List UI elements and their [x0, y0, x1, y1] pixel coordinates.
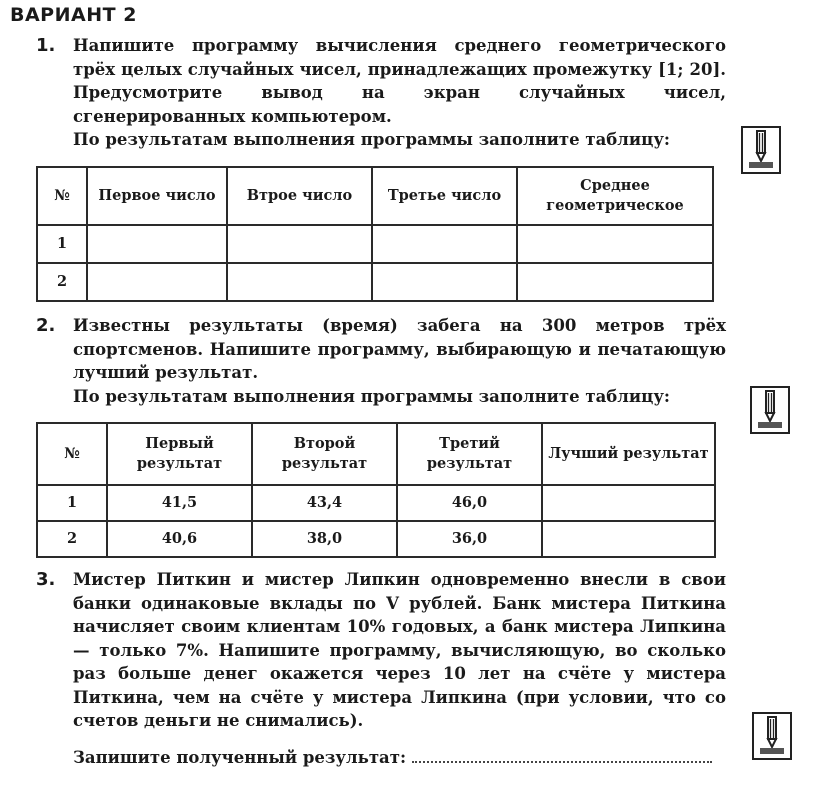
table-header-cell: Первое число — [87, 167, 227, 225]
table-cell[interactable] — [227, 263, 372, 301]
table-cell[interactable] — [542, 485, 715, 521]
table-header-cell: № — [37, 167, 87, 225]
table-cell[interactable] — [542, 521, 715, 557]
table-header-cell: Второй результат — [252, 423, 397, 485]
table-header-cell: Втрое число — [227, 167, 372, 225]
table-header-cell: Третье число — [372, 167, 517, 225]
table-header-cell: Третий результат — [397, 423, 542, 485]
table-cell: 41,5 — [107, 485, 252, 521]
task-text: Известны результаты (время) забега на 300 метров трёх спортсменов. Напишите программу, выбирающую и печатающую лучший результат. — [73, 316, 726, 382]
table-header-row — [37, 423, 715, 485]
table-cell[interactable] — [517, 263, 713, 301]
task-number: 1. — [36, 35, 56, 56]
table-cell: 40,6 — [107, 521, 252, 557]
results-table-1 — [36, 166, 714, 302]
results-table-2 — [36, 422, 716, 558]
task-text: Мистер Питкин и мистер Липкин одновременно внесли в свои банки одинаковые вклады по V рублей. Банк мистера Питкина начисляет своим клиентам 10% годовых, а банк мистера Липкина — только 7%. Напишите программу, вычисляющую, во сколько раз больше денег окажется через 10 лет на счёте у мистера Питкина, чем на счёте у мистера Липкина (при условии, что со счетов деньги не снимались). — [73, 570, 726, 730]
task-3 — [36, 568, 726, 733]
table-cell: 43,4 — [252, 485, 397, 521]
task-number: 3. — [36, 569, 56, 590]
table-row — [37, 225, 713, 263]
table-cell: 2 — [37, 263, 87, 301]
table-row — [37, 263, 713, 301]
table-header-row — [37, 167, 713, 225]
table-cell: 1 — [37, 485, 107, 521]
table-header-cell: № — [37, 423, 107, 485]
table-cell[interactable] — [227, 225, 372, 263]
table-row — [37, 485, 715, 521]
pencil-write-icon — [741, 126, 781, 174]
task-1 — [36, 34, 726, 152]
variant-title: ВАРИАНТ 2 — [10, 4, 137, 26]
table-cell[interactable] — [87, 263, 227, 301]
table-cell: 2 — [37, 521, 107, 557]
pencil-write-icon — [750, 386, 790, 434]
table-cell: 1 — [37, 225, 87, 263]
table-cell: 38,0 — [252, 521, 397, 557]
answer-prompt: Запишите полученный результат: — [73, 748, 407, 767]
table-cell: 46,0 — [397, 485, 542, 521]
table-cell: 36,0 — [397, 521, 542, 557]
task-2 — [36, 314, 726, 408]
answer-field[interactable] — [412, 749, 712, 763]
answer-line — [73, 748, 733, 767]
table-header-cell: Среднее геометрическое — [517, 167, 713, 225]
task-instruction: По результатам выполнения программы заполните таблицу: — [73, 130, 671, 149]
table-header-cell: Лучший результат — [542, 423, 715, 485]
table-header-cell: Первый результат — [107, 423, 252, 485]
pencil-write-icon — [752, 712, 792, 760]
table-row — [37, 521, 715, 557]
task-instruction: По результатам выполнения программы заполните таблицу: — [73, 386, 671, 406]
table-cell[interactable] — [87, 225, 227, 263]
task-text: Напишите программу вычисления среднего геометрического трёх целых случайных чисел, принадлежащих промежутку [1; 20]. Предусмотрите вывод на экран случайных чисел, сгенерированных компьютером. — [73, 36, 726, 126]
table-cell[interactable] — [372, 263, 517, 301]
task-number: 2. — [36, 315, 56, 336]
table-cell[interactable] — [372, 225, 517, 263]
table-cell[interactable] — [517, 225, 713, 263]
